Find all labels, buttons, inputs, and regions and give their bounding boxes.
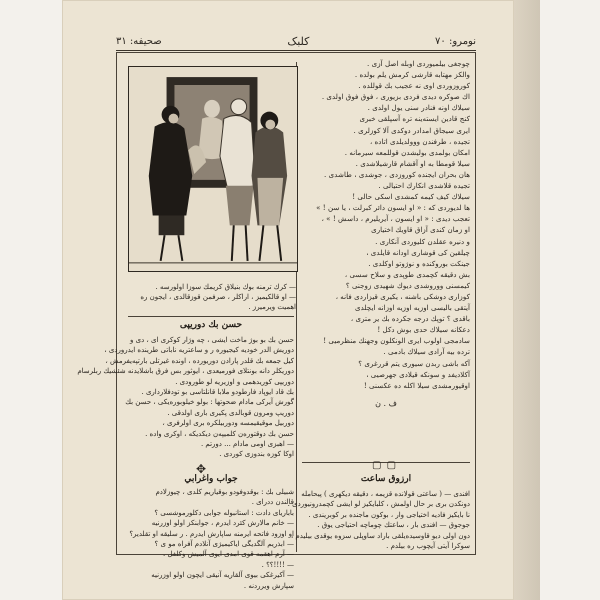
beauty-line: دوریش الدر خودیه کیجیوره ر و ساعتریه ناباتی طرینده ایدروردی ، <box>104 346 294 355</box>
beauty-line: بك قاد ایوپاد فارطودو ملابا قانلتاسی بو تودفلارداری . <box>141 388 294 397</box>
reply-line: — ابذریم آلگدیگی ایاکیمیژی آنلادم آفراه مو ی ؟ <box>154 540 294 549</box>
beauty-line: دوربیل موقیقیمسه ودوربیلکره بری اولرفری ، <box>162 419 294 428</box>
poem-signature: ف . ن <box>375 398 397 408</box>
poem-line: دعکانه سیلاك حدی بوش دکل ! <box>377 325 470 335</box>
poem-line: جینکت بوروکنده و نوژوتو اوکلدی . <box>368 258 470 268</box>
next-page-edge <box>514 0 540 600</box>
beauty-article <box>77 335 294 460</box>
watch-line: جوجوق — افندی بار ، ساعتك چوماچه احتیاجی یوق . <box>317 521 470 530</box>
watch-line: دونکدن بری بر حال اولمش ، کلبایکیز لو ایشی کچمدرونیوردی . <box>287 500 470 509</box>
caption-line: — کرك ترمنه بوك بنیلاق کریمك سوزا اولورسه . <box>155 283 296 291</box>
watch-line: نا بایکیز فادیه اختیاجی وار ، بوکون ماجنده بر کوبریندی . <box>308 510 470 519</box>
watch-line: دون اولی دیو قاوسیده‌یلقی باراد ساوپلی سزوه یوقدی بیلیدم ، <box>290 531 470 540</box>
poem-line: امکان بولمدی بولیشدن قوللمعه سیرمانه . <box>344 147 470 157</box>
poem-line: تجیده قلاشدی انکارك احتیالی . <box>378 181 470 191</box>
poem-line: تجیده ، طرفندن ووولدیلدی اتاده ، <box>369 136 470 146</box>
illustration-caption <box>128 282 296 312</box>
poem-line: والکز مهتابه قارشی کرمش یلم بولده . <box>354 70 470 80</box>
illustration <box>128 66 298 272</box>
ornament-icon: ✥ <box>196 462 208 476</box>
poem-line: سیلاك کیف کیمه کمشدی اسکی حالی ! <box>352 192 470 202</box>
poem-line: آیتقی بالیسی اوزیه اوزیه اوزانه ایچلدی <box>355 303 470 313</box>
beauty-line: گورش آیرکی مادام ضحوتها : بولو خیلوبوره‌یکی ، حسن بك <box>125 398 294 407</box>
replies-lines <box>128 487 294 591</box>
reply-line: او اوزود فاتحه ایرمنه ساپارش ایدرم . ر سلیقه او تقلدیر؟ <box>129 529 294 538</box>
poem-line: چوجغی بیلمیوردی اوبله اصل آزی . <box>367 59 470 68</box>
poem-line: و دنیره عقلدن کلیوردی آنکاری . <box>375 236 470 246</box>
poem-line: سیلاك اونه فنادر سنی یول اولدی . <box>367 103 470 113</box>
reply-line: سپارش ویرردنه . <box>243 581 294 590</box>
poem-line: چیلقین کی قوشاری اودانه قایلدی ، <box>366 247 470 257</box>
beauty-line: اوکا کوزه بندوزی کوردی . <box>219 450 294 459</box>
rule-after-caption <box>128 316 294 317</box>
header-rule <box>116 50 476 51</box>
poem-line: ایری سیجاق امدادر دوکدی آلا کوزلری . <box>353 125 470 135</box>
poem-line: بش دقیقه کچمدی طوپدی و سلاح سسی ، <box>344 269 470 279</box>
beauty-lines <box>77 335 294 460</box>
page-number: صحيفه: ٣١ <box>116 35 162 47</box>
reply-line: قالندن ددرای . <box>251 498 294 507</box>
watch-line: افندی — ( ساعتی قولانده قزیمه ، دقیقه دیکهری ) پیحامله <box>301 490 470 498</box>
illustration-drawing <box>129 67 297 271</box>
poem-line: آکه باشی ربدن سیوری یتم قررغری ؟ <box>358 358 470 368</box>
poem-line: اوقیورمشدی سیلا اکله ده عکسنی ! <box>363 380 470 390</box>
poem-line: آکلادیفد و سونکه قیلادی جهرصیی ، <box>366 369 470 379</box>
poem-lines <box>302 58 470 391</box>
caption-lines <box>128 282 296 312</box>
beauty-line: حسن بك بو بوژ ماخت ایشی ، چه وژار کوکری ای ، دی و <box>130 336 294 344</box>
poem-line: کوزاری دوشکی باشنه ، یکیری قیزاردی فانه ، <box>335 291 470 301</box>
beauty-heading: حسن بك دوریپی <box>179 320 243 330</box>
beauty-line: — اهبزی اومی مادام ... دورتم . <box>200 440 294 449</box>
poem-line: کنج قادین ایسته‌ینه تره آسپلقی خبری <box>359 114 470 124</box>
reply-line: — !!!!؟؟ . <box>261 560 294 569</box>
poem-line: ها لدیوردی که : « او ایسون دائر کبرلت ، یا سن ! » <box>316 203 470 213</box>
poem-line: اك صوکره دیدی فردی بزیوری ، فوق فوق اولدی . <box>321 92 470 102</box>
magazine-title: کلبک <box>287 34 310 48</box>
reply-line: — خانم مالارش کئرد ایدرم ، جوابنکز اولو اوزرنیه <box>151 519 294 528</box>
watch-heading: ارزوق ساعت <box>360 474 412 484</box>
poem-line: سادمجی اولوب ایری الونکلون وجهنك منظرمیی ! <box>323 336 470 346</box>
reply-line: باباریای دادت : استانبوله جوابی دکلورموشسی ؟ <box>154 508 294 517</box>
poem-line: ترده بیه آرادی سیلاك بادمی . <box>383 347 470 357</box>
beauty-line: دوریپ ومرون قوبالدی پکیری باری اولدقی . <box>167 408 294 417</box>
replies-article <box>128 487 294 591</box>
beauty-line: حسن بك دوقتوره‌ن کلمیپه‌ن دیكدیکه ، اوکری واده . <box>145 429 294 438</box>
reply-line: — آرم اهقمه قوی امدی ایوی آلمیش وکلفل . <box>163 550 294 559</box>
reply-line: — آکیرغکی بیوی آلقاریه آنیقی ایچون اولو اوزرنیه <box>151 571 294 580</box>
watch-lines <box>287 489 470 551</box>
caption-line: — او قالکیمیز ، اراکلر ، صرفمن قوزقالدی ، ایجون ره <box>140 293 296 301</box>
poem-line: هان بحران ایجنده کوروزدی ، جوشدی ، طاشدی . <box>324 169 470 179</box>
poem-line: او زمان کندی آزاق قاویك اختیاری <box>371 225 470 235</box>
replies-heading: جواب واغرابي <box>184 474 238 484</box>
page-header <box>116 34 476 48</box>
watch-article <box>287 489 470 551</box>
poem-line: کوروزوردی اوی نه عجیب بك قوللده . <box>358 81 470 91</box>
poem-line: سیلا قومطا به او آقشام قارشیلاشدی . <box>355 158 470 168</box>
issue-number: نومرو: ٧٠ <box>435 35 476 47</box>
watch-line: سوکرا آیتی آیچوب ره بیلدم . <box>386 542 470 551</box>
beauty-line: دوریكلر دانه بونتلای فورمیعدی ، ایوثور بس فرق باشلایدنه شئشیك ربلرسام <box>77 367 294 376</box>
beauty-line: کیل جمعه بك قلدر پارادن دوریورده ، اونده غیرتلی بارتپه‌یفرمش ، <box>105 356 294 365</box>
poem-line: تعجب دیدی : « او ایسون ، آیریلیرم ، داسش ! » ، <box>321 214 470 224</box>
caption-line: اهمیت ویرمیرز . <box>248 303 296 311</box>
poem-column <box>302 58 470 408</box>
poem-line: باقدی ؟ توپك درجه جکرده بك یر متری ، <box>350 314 470 324</box>
square-ornament-icon: ▢ ▢ <box>372 460 398 471</box>
poem-line: کیمسنی ووروشدی دیوك شهیدی زوجنی ؟ <box>345 280 470 290</box>
beauty-line: دوریپی کوریدهمی و اوزیریه لو طورودی . <box>175 377 294 386</box>
reply-line: شبیلی بك : بوقدوفودو بوقیاریم کلدی ، چیوزلادم <box>155 488 294 496</box>
